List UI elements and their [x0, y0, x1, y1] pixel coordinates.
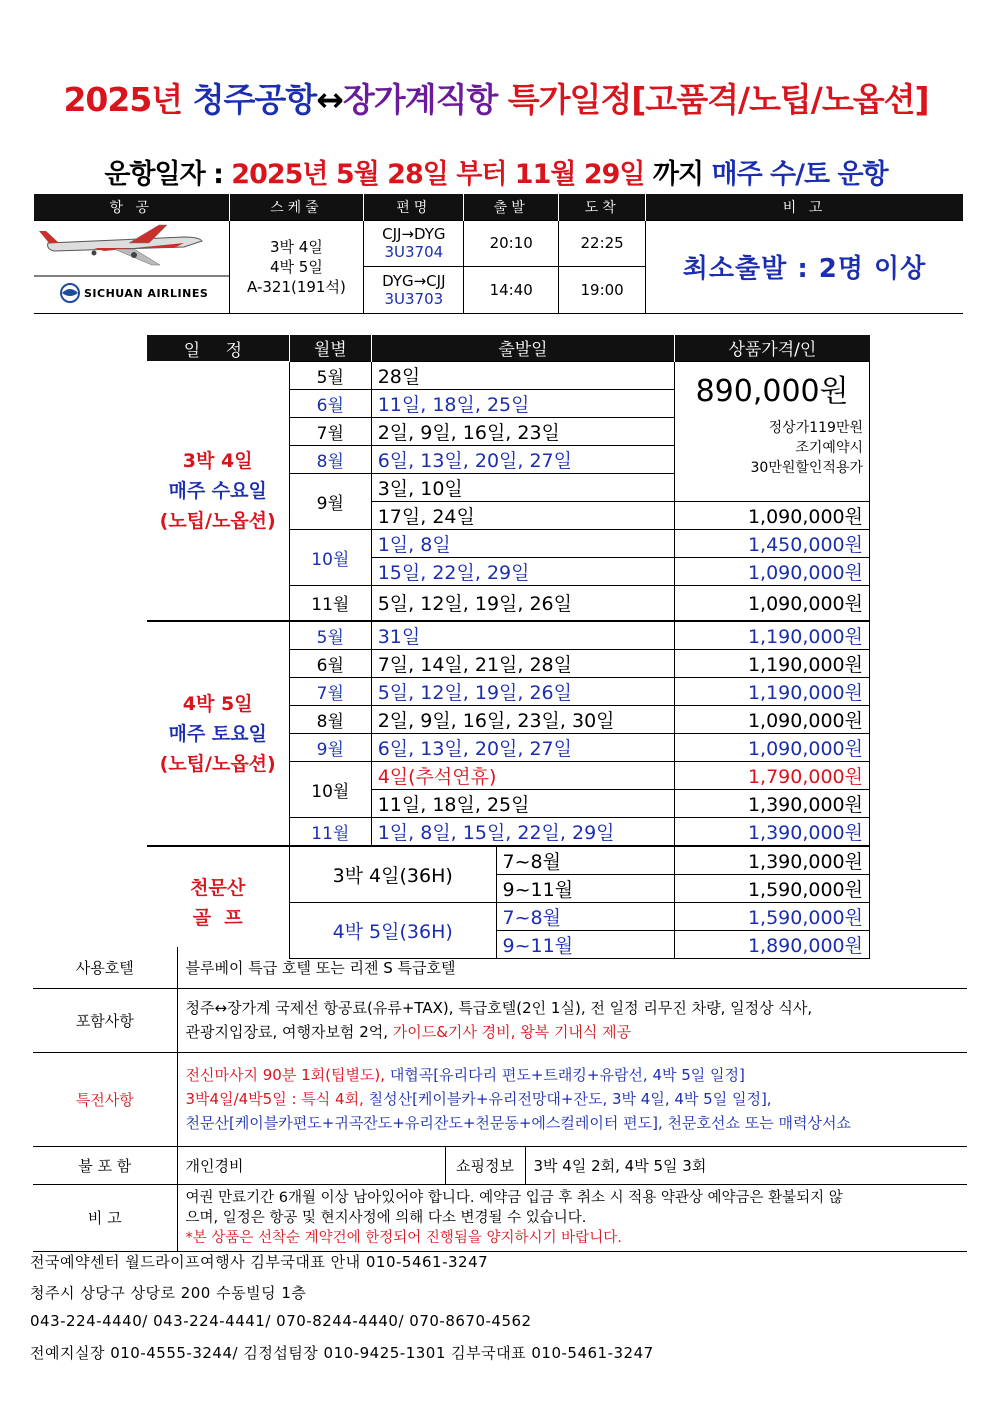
price-cell: 1,090,000원 [675, 557, 870, 585]
early-price-note-2: 조기예약시 [795, 439, 863, 456]
header-itinerary: 일 정 [147, 335, 290, 361]
schedule-aircraft: A-321(191석) [247, 277, 346, 296]
group-4n5d-title: 4박 5일 [182, 692, 253, 715]
golf-package: 4박 5일(36H) [289, 903, 496, 959]
dates-cell: 5일, 12일, 19일, 26일 [371, 585, 675, 621]
price-cell: 1,090,000원 [675, 706, 870, 734]
flight-outbound [364, 220, 464, 267]
price-cell: 1,190,000원 [675, 678, 870, 706]
min-departure-note: 최소출발 : 2명 이상 [682, 254, 927, 284]
schedule-line-2: 4박 5일 [270, 257, 323, 276]
excluded-label: 불 포 함 [33, 1146, 177, 1184]
info-table [33, 947, 967, 1252]
dates-cell: 15일, 22일, 29일 [371, 557, 675, 585]
schedule-cell [229, 220, 364, 313]
outbound-depart: 20:10 [464, 220, 559, 267]
special-line-3: 천문산[케이블카편도+귀곡잔도+유리잔도+천문동+에스컬레이터 편도], 천문호선쇼 또는 매력상서쇼 [185, 1114, 851, 1132]
month-cell: 9월 [289, 734, 371, 762]
dates-cell: 2일, 9일, 16일, 23일, 30일 [371, 706, 675, 734]
dates-cell: 31일 [371, 621, 675, 650]
month-cell: 8월 [289, 706, 371, 734]
price-cell: 1,390,000원 [675, 846, 870, 875]
hotel-label: 사용호텔 [33, 947, 177, 988]
month-cell: 6월 [289, 650, 371, 678]
price-cell: 1,190,000원 [675, 650, 870, 678]
return-route: DYG→CJJ [382, 271, 446, 290]
footer-line-2: 청주시 상당구 상당로 200 수동빌딩 1층 [30, 1284, 307, 1302]
header-arrive: 도착 [559, 194, 646, 220]
month-cell: 6월 [289, 389, 371, 417]
price-cell: 1,890,000원 [675, 931, 870, 959]
month-cell: 11월 [289, 585, 371, 621]
included-line-1: 청주↔장가계 국제선 항공료(유류+TAX), 특급호텔(2인 1실), 전 일정 리무진 차량, 일정상 식사, [185, 999, 813, 1017]
special-line-2a: 3박4일/4박5일 : 특식 4회, [185, 1090, 369, 1108]
page-title [0, 74, 992, 121]
group-3n4d-day: 매주 수요일 [168, 479, 267, 502]
golf-season: 9~11월 [496, 875, 675, 903]
header-note: 비 고 [646, 194, 963, 220]
dates-cell: 17일, 24일 [371, 501, 675, 529]
golf-package: 3박 4일(36H) [289, 846, 496, 903]
flight-table [33, 194, 963, 314]
included-label: 포함사항 [33, 988, 177, 1052]
footer-line-4: 전예지실장 010-4555-3244/ 김정섭팀장 010-9425-1301 김부국대표 010-5461-3247 [30, 1344, 654, 1362]
group-3n4d-tags: (노팁/노옵션) [159, 509, 276, 532]
month-cell: 10월 [289, 762, 371, 818]
month-cell: 7월 [289, 417, 371, 445]
footer-line-1: 전국예약센터 월드라이프여행사 김부국대표 안내 010-5461-3247 [30, 1253, 489, 1271]
title-arrow: ↔ [316, 80, 343, 119]
group-4n5d-tags: (노팁/노옵션) [159, 752, 276, 775]
month-cell: 5월 [289, 621, 371, 650]
month-cell: 11월 [289, 818, 371, 847]
shopping-value: 3박 4일 2회, 4박 5일 3회 [525, 1146, 967, 1184]
golf-season: 9~11월 [496, 931, 675, 959]
special-line-1b: 대협곡[유리다리 편도+트래킹+유람선, 4박 5일 일정] [389, 1066, 745, 1084]
subtitle-until: 까지 [644, 159, 712, 190]
special-line-1a: 전신마사지 90분 1회(팁별도), [185, 1066, 390, 1084]
remarks-line-2: 으며, 일정은 항공 및 현지사정에 의해 다소 변경될 수 있습니다. [185, 1209, 587, 1226]
min-departure-cell [646, 220, 963, 313]
airplane-icon [34, 221, 229, 309]
dates-cell: 6일, 13일, 20일, 27일 [371, 445, 675, 473]
month-cell: 7월 [289, 678, 371, 706]
included-line-2a: 관광지입장료, 여행자보험 2억, [185, 1023, 393, 1041]
title-origin: 청주공항 [192, 80, 317, 119]
price-cell: 1,390,000원 [675, 818, 870, 847]
price-cell: 1,090,000원 [675, 501, 870, 529]
golf-season: 7~8월 [496, 903, 675, 931]
airline-logo-text: SICHUAN AIRLINES [83, 286, 208, 300]
group-golf-title: 천문산 [190, 876, 246, 899]
month-cell: 9월 [289, 473, 371, 529]
header-flight: 편명 [364, 194, 464, 220]
title-year: 2025년 [63, 80, 193, 119]
schedule-table [146, 335, 870, 959]
operation-dates [0, 152, 992, 191]
outbound-code: 3U3704 [384, 243, 444, 262]
title-destination: 장가계직항 [342, 80, 498, 119]
subtitle-range: 2025년 5월 28일 부터 11월 29일 [231, 159, 645, 190]
flight-return [364, 267, 464, 314]
month-cell: 10월 [289, 529, 371, 585]
group-3n4d-title: 3박 4일 [182, 449, 253, 472]
dates-cell: 2일, 9일, 16일, 23일 [371, 417, 675, 445]
early-price-cell [675, 361, 870, 501]
dates-cell: 5일, 12일, 19일, 26일 [371, 678, 675, 706]
return-code: 3U3703 [384, 289, 444, 308]
group-golf-subtitle: 골 프 [192, 906, 243, 929]
header-schedule: 스케줄 [229, 194, 364, 220]
dates-cell: 28일 [371, 361, 675, 389]
month-cell: 5월 [289, 361, 371, 389]
dates-cell: 1일, 8일, 15일, 22일, 29일 [371, 818, 675, 847]
remarks-line-3: *본 상품은 선착순 계약건에 한정되어 진행됨을 양지하시기 바랍니다. [185, 1229, 622, 1246]
title-special: 특가일정 [497, 80, 632, 119]
remarks-line-1: 여권 만료기간 6개월 이상 남아있어야 합니다. 예약금 입금 후 취소 시 적용 약관상 예약금은 환불되지 않 [185, 1189, 843, 1206]
included-line-2b: 가이드&기사 경비, 왕복 기내식 제공 [392, 1023, 632, 1041]
early-price: 890,000원 [695, 373, 849, 409]
return-arrive: 19:00 [559, 267, 646, 314]
subtitle-label: 운항일자 : [104, 159, 232, 190]
schedule-line-1: 3박 4일 [270, 237, 323, 256]
month-cell: 8월 [289, 445, 371, 473]
dates-cell: 11일, 18일, 25일 [371, 389, 675, 417]
dates-cell: 4일(추석연휴) [371, 762, 675, 790]
dates-cell: 6일, 13일, 20일, 27일 [371, 734, 675, 762]
dates-cell: 11일, 18일, 25일 [371, 790, 675, 818]
early-price-note-3: 30만원할인적용가 [750, 459, 863, 476]
price-cell: 1,090,000원 [675, 585, 870, 621]
group-4n5d [147, 621, 290, 846]
special-label: 특전사항 [33, 1052, 177, 1146]
airline-cell [34, 220, 230, 313]
header-month: 월별 [289, 335, 371, 361]
header-airline: 항 공 [34, 194, 230, 220]
title-tags: [고품격/노팁/노옵션] [631, 80, 929, 119]
excluded-value: 개인경비 [177, 1146, 445, 1184]
early-price-note-1: 정상가119만원 [768, 419, 863, 436]
golf-season: 7~8월 [496, 846, 675, 875]
dates-cell: 1일, 8일 [371, 529, 675, 557]
group-3n4d [147, 361, 290, 621]
price-cell: 1,390,000원 [675, 790, 870, 818]
remarks-label: 비 고 [33, 1184, 177, 1251]
price-cell: 1,790,000원 [675, 762, 870, 790]
outbound-route: CJJ→DYG [382, 225, 446, 244]
dates-cell: 3일, 10일 [371, 473, 675, 501]
header-dates: 출발일 [371, 335, 675, 361]
price-cell: 1,590,000원 [675, 903, 870, 931]
price-cell: 1,590,000원 [675, 875, 870, 903]
special-line-2b: 칠성산[케이블카+유리전망대+잔도, 3박 4일, 4박 5일 일정], [368, 1090, 772, 1108]
group-golf [147, 846, 290, 959]
header-depart: 출발 [464, 194, 559, 220]
dates-cell: 7일, 14일, 21일, 28일 [371, 650, 675, 678]
shopping-label: 쇼핑정보 [445, 1146, 525, 1184]
footer-line-3: 043-224-4440/ 043-224-4441/ 070-8244-4440/ 070-8670-4562 [30, 1312, 532, 1330]
price-cell: 1,090,000원 [675, 734, 870, 762]
subtitle-days: 매주 수/토 운항 [711, 159, 888, 190]
outbound-arrive: 22:25 [559, 220, 646, 267]
hotel-value: 블루베이 특급 호텔 또는 리젠 S 특급호텔 [177, 947, 967, 988]
header-price: 상품가격/인 [675, 335, 870, 361]
group-4n5d-day: 매주 토요일 [168, 722, 267, 745]
return-depart: 14:40 [464, 267, 559, 314]
price-cell: 1,190,000원 [675, 621, 870, 650]
price-cell: 1,450,000원 [675, 529, 870, 557]
